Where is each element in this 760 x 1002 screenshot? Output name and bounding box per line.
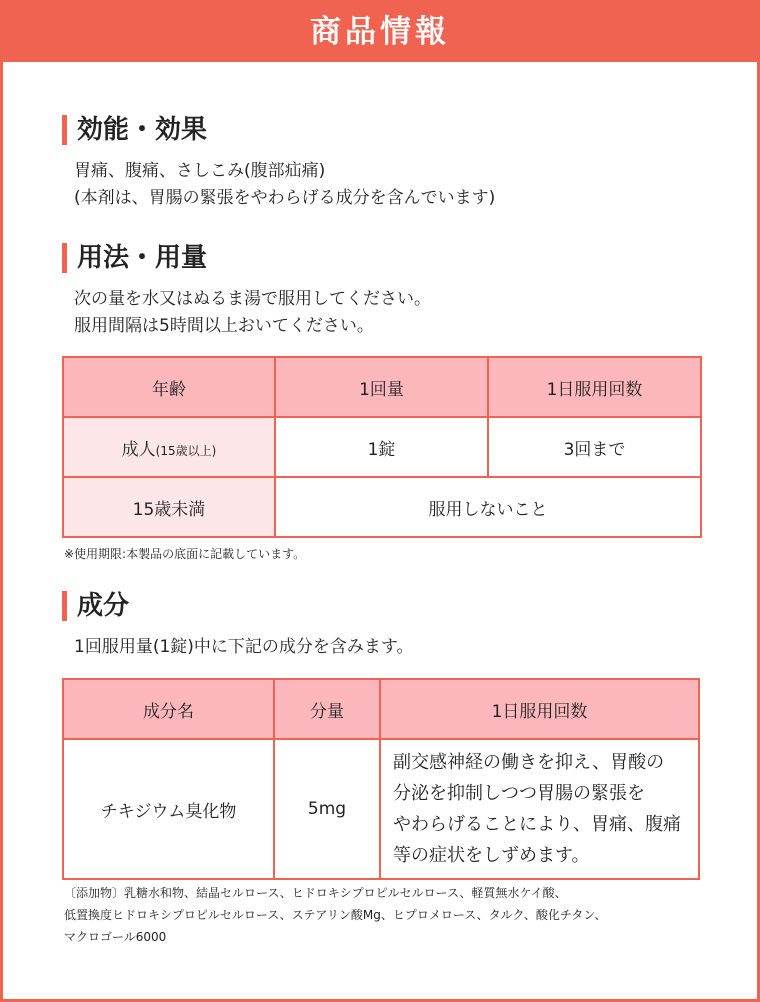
ingredient-effect-line: 分泌を抑制しつつ胃腸の緊張を	[393, 783, 645, 804]
adult-age-note: (15歳以上)	[155, 443, 217, 458]
effects-text	[74, 158, 495, 212]
page-title: 商品情報	[310, 14, 450, 50]
additives-line: マクロゴール6000	[64, 930, 167, 944]
dosage-header-dose: 1回量	[275, 357, 488, 417]
ingredient-effect-line: 副交感神経の働きを抑え、胃酸の	[393, 752, 665, 773]
adult-dose: 1錠	[275, 417, 488, 477]
usage-heading: 用法・用量	[62, 243, 207, 273]
additives-line: 低置換度ヒドロキシプロピルセルロース、ステアリン酸Mg、ヒプロメロース、タルク、酸化チタン、	[64, 908, 607, 922]
usage-text	[74, 286, 431, 340]
expiry-note: ※使用期限:本製品の底面に記載しています。	[64, 547, 306, 561]
dosage-header-row	[63, 357, 701, 417]
usage-line: 次の量を水又はぬるま湯で服用してください。	[74, 289, 431, 309]
ingredient-effect-line: やわらげることにより、胃痛、腹痛	[393, 814, 681, 835]
effects-line: (本剤は、胃腸の緊張をやわらげる成分を含んでいます)	[74, 188, 496, 208]
additives-line: 〔添加物〕乳糖水和物、結晶セルロース、ヒドロキシプロピルセルロース、軽質無水ケイ酸、	[64, 886, 567, 900]
ingredient-effect	[380, 739, 699, 879]
adult-times: 3回まで	[488, 417, 701, 477]
effects-line: 胃痛、腹痛、さしこみ(腹部疝痛)	[74, 161, 326, 181]
ingredient-amount: 5mg	[274, 739, 380, 879]
dosage-row-adult	[63, 417, 701, 477]
page-title-banner	[0, 0, 760, 62]
effects-heading: 効能・効果	[62, 115, 207, 145]
ingredients-table	[62, 678, 700, 880]
dosage-table	[62, 356, 702, 538]
ingredients-intro: 1回服用量(1錠)中に下記の成分を含みます。	[74, 637, 414, 657]
dosage-row-child	[63, 477, 701, 537]
ingredients-header-effect: 1日服用回数	[380, 679, 699, 739]
adult-age: 成人	[121, 439, 156, 460]
ingredients-header-amount: 分量	[274, 679, 380, 739]
child-age: 15歳未満	[63, 477, 275, 537]
ingredients-row	[63, 739, 699, 879]
ingredients-heading: 成分	[62, 591, 129, 621]
ingredients-header-name: 成分名	[63, 679, 274, 739]
usage-line: 服用間隔は5時間以上おいてください。	[74, 316, 374, 336]
adult-age-cell	[63, 417, 275, 477]
child-instruction: 服用しないこと	[275, 477, 701, 537]
additives-note	[64, 882, 606, 948]
dosage-header-times: 1日服用回数	[488, 357, 701, 417]
dosage-header-age: 年齢	[63, 357, 275, 417]
ingredients-header-row	[63, 679, 699, 739]
ingredient-effect-line: 等の症状をしずめます。	[393, 845, 590, 866]
ingredient-name: チキジウム臭化物	[63, 739, 274, 879]
